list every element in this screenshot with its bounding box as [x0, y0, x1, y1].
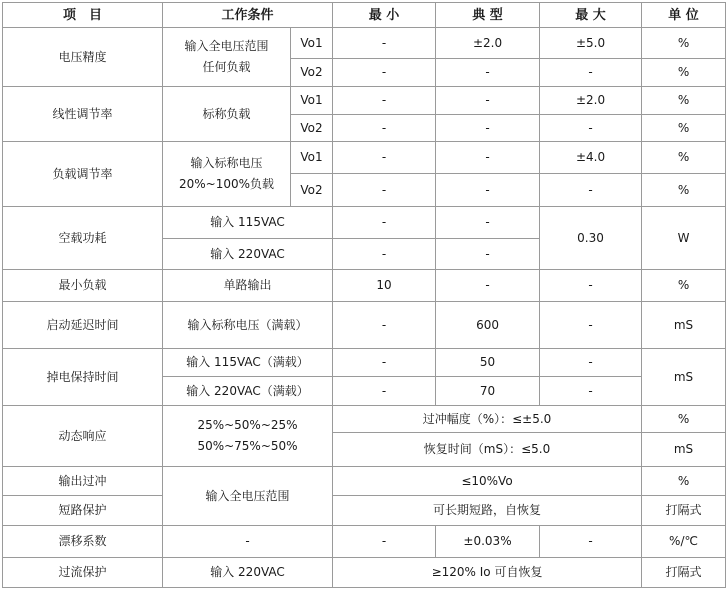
min-cell: 10 — [333, 270, 436, 302]
typ-cell: ±2.0 — [436, 28, 540, 59]
typ-cell: - — [436, 115, 540, 142]
output-cell: Vo1 — [291, 87, 333, 115]
min-cell: - — [333, 207, 436, 239]
value-cell: 过冲幅度（%）：≤±5.0 — [333, 406, 642, 433]
table-row — [3, 207, 726, 239]
header-unit: 单 位 — [642, 3, 726, 28]
table-row — [3, 270, 726, 302]
table-row — [3, 496, 726, 526]
table-row — [3, 467, 726, 496]
unit-cell: % — [642, 142, 726, 174]
table-row — [3, 142, 726, 174]
item-cell: 漂移系数 — [3, 526, 163, 558]
max-cell: - — [540, 59, 642, 87]
typ-cell: - — [436, 59, 540, 87]
item-cell: 负载调节率 — [3, 142, 163, 207]
max-cell: - — [540, 115, 642, 142]
value-cell: 可长期短路，自恢复 — [333, 496, 642, 526]
typ-cell: - — [436, 142, 540, 174]
unit-cell: mS — [642, 349, 726, 406]
typ-cell: - — [436, 239, 540, 270]
output-cell: Vo1 — [291, 28, 333, 59]
typ-cell: 50 — [436, 349, 540, 377]
unit-cell: % — [642, 28, 726, 59]
min-cell: - — [333, 59, 436, 87]
unit-cell: % — [642, 115, 726, 142]
condition-cell: 输入标称电压 20%~100%负载 — [163, 142, 291, 207]
item-cell: 空载功耗 — [3, 207, 163, 270]
max-cell: - — [540, 302, 642, 349]
typ-cell: ±0.03% — [436, 526, 540, 558]
table-row — [3, 302, 726, 349]
item-cell: 短路保护 — [3, 496, 163, 526]
table-header-row — [3, 3, 726, 28]
header-min: 最 小 — [333, 3, 436, 28]
item-cell: 最小负载 — [3, 270, 163, 302]
output-cell: Vo2 — [291, 59, 333, 87]
min-cell: - — [333, 174, 436, 207]
min-cell: - — [333, 302, 436, 349]
min-cell: - — [333, 526, 436, 558]
condition-cell: 25%~50%~25% 50%~75%~50% — [163, 406, 333, 467]
max-cell: ±2.0 — [540, 87, 642, 115]
value-cell: 恢复时间（mS）：≤5.0 — [333, 433, 642, 467]
item-cell: 电压精度 — [3, 28, 163, 87]
table-row — [3, 28, 726, 59]
typ-cell: - — [436, 270, 540, 302]
unit-cell: % — [642, 87, 726, 115]
max-cell: 0.30 — [540, 207, 642, 270]
condition-cell: 标称负载 — [163, 87, 291, 142]
output-cell: Vo1 — [291, 142, 333, 174]
item-cell: 线性调节率 — [3, 87, 163, 142]
max-cell: - — [540, 174, 642, 207]
max-cell: ±4.0 — [540, 142, 642, 174]
spec-table — [2, 2, 726, 588]
table-row — [3, 406, 726, 433]
unit-cell: 打隔式 — [642, 558, 726, 588]
max-cell: - — [540, 270, 642, 302]
unit-cell: % — [642, 270, 726, 302]
min-cell: - — [333, 239, 436, 270]
table-row — [3, 526, 726, 558]
min-cell: - — [333, 28, 436, 59]
unit-cell: mS — [642, 302, 726, 349]
typ-cell: 70 — [436, 377, 540, 406]
condition-cell: 输入 115VAC — [163, 207, 333, 239]
item-cell: 过流保护 — [3, 558, 163, 588]
item-cell: 动态响应 — [3, 406, 163, 467]
table-row — [3, 349, 726, 377]
max-cell: ±5.0 — [540, 28, 642, 59]
unit-cell: mS — [642, 433, 726, 467]
unit-cell: % — [642, 174, 726, 207]
condition-cell: 输入全电压范围 — [163, 467, 333, 526]
header-typ: 典 型 — [436, 3, 540, 28]
table-row — [3, 558, 726, 588]
condition-cell: 输入 220VAC — [163, 558, 333, 588]
max-cell: - — [540, 377, 642, 406]
min-cell: - — [333, 142, 436, 174]
min-cell: - — [333, 87, 436, 115]
typ-cell: - — [436, 207, 540, 239]
header-condition: 工作条件 — [163, 3, 333, 28]
condition-cell: - — [163, 526, 333, 558]
unit-cell: 打隔式 — [642, 496, 726, 526]
condition-cell: 输入全电压范围 任何负载 — [163, 28, 291, 87]
item-cell: 启动延迟时间 — [3, 302, 163, 349]
condition-cell: 输入 220VAC — [163, 239, 333, 270]
max-cell: - — [540, 349, 642, 377]
output-cell: Vo2 — [291, 174, 333, 207]
unit-cell: % — [642, 467, 726, 496]
item-cell: 掉电保持时间 — [3, 349, 163, 406]
unit-cell: % — [642, 59, 726, 87]
item-cell: 输出过冲 — [3, 467, 163, 496]
value-cell: ≥120% Io 可自恢复 — [333, 558, 642, 588]
unit-cell: W — [642, 207, 726, 270]
min-cell: - — [333, 377, 436, 406]
table-row — [3, 87, 726, 115]
condition-cell: 单路输出 — [163, 270, 333, 302]
typ-cell: 600 — [436, 302, 540, 349]
header-item: 项 目 — [3, 3, 163, 28]
output-cell: Vo2 — [291, 115, 333, 142]
min-cell: - — [333, 349, 436, 377]
unit-cell: % — [642, 406, 726, 433]
condition-cell: 输入 115VAC（满载） — [163, 349, 333, 377]
typ-cell: - — [436, 87, 540, 115]
header-max: 最 大 — [540, 3, 642, 28]
max-cell: - — [540, 526, 642, 558]
condition-cell: 输入标称电压（满载） — [163, 302, 333, 349]
unit-cell: %/℃ — [642, 526, 726, 558]
condition-cell: 输入 220VAC（满载） — [163, 377, 333, 406]
value-cell: ≤10%Vo — [333, 467, 642, 496]
typ-cell: - — [436, 174, 540, 207]
min-cell: - — [333, 115, 436, 142]
